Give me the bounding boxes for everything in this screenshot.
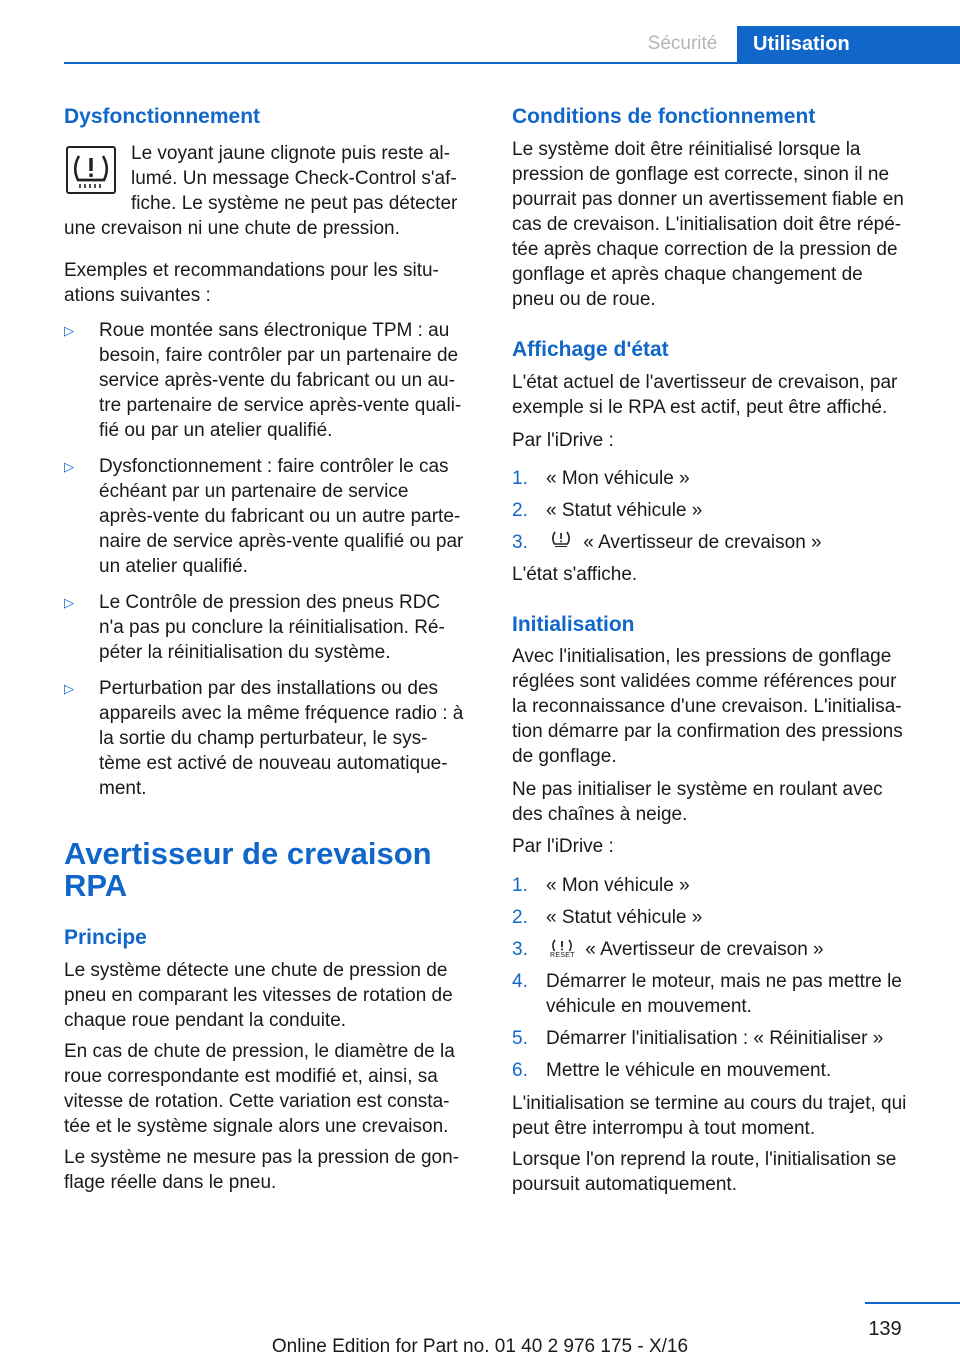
page-header — [0, 26, 960, 62]
triangle-bullet-icon: ▷ — [64, 459, 74, 474]
list-item — [64, 590, 479, 665]
text-line: tion démarre par la confirmation des pressions — [512, 721, 903, 742]
list-item — [64, 318, 479, 443]
step-number: 3. — [512, 532, 528, 553]
text-line: tre partenaire de service après-vente quali- — [99, 395, 462, 416]
conditions-text — [512, 137, 932, 312]
text-line: En cas de chute de pression, le diamètre de la — [64, 1041, 455, 1062]
heading-conditions: Conditions de fonctionnement — [512, 105, 816, 128]
step-number: 6. — [512, 1060, 528, 1081]
text-line: des chaînes à neige. — [512, 804, 688, 825]
text-line: échéant par un partenaire de service — [99, 481, 409, 502]
list-item — [64, 454, 479, 579]
list-item — [512, 905, 932, 930]
list-item — [512, 1058, 932, 1083]
heading-principe: Principe — [64, 926, 147, 949]
text-line: pourrait pas donner un avertissement fiable en — [512, 189, 904, 210]
text-line: ations suivantes : — [64, 285, 211, 306]
triangle-bullet-icon: ▷ — [64, 681, 74, 696]
step-text: « Mon véhicule » — [546, 468, 690, 489]
paragraph — [64, 1039, 479, 1139]
init-end-text — [512, 1091, 932, 1197]
text-line: pneu en comparant les vitesses de rotation de — [64, 985, 453, 1006]
text-line: Ne pas initialiser le système en roulant avec — [512, 779, 883, 800]
step-text: Démarrer le moteur, mais ne pas mettre le — [546, 971, 902, 992]
text-line: la sortie du champ perturbateur, le sys- — [99, 728, 428, 749]
step-text: « Statut véhicule » — [546, 907, 703, 928]
header-rule — [64, 62, 737, 64]
tire-warning-small-icon — [550, 530, 572, 555]
triangle-bullet-icon: ▷ — [64, 595, 74, 610]
paragraph — [512, 1147, 932, 1197]
paragraph — [512, 1091, 932, 1141]
text-line: Le système détecte une chute de pression de — [64, 960, 448, 981]
list-item — [512, 530, 932, 555]
affichage-idrive: Par l'iDrive : — [512, 430, 614, 451]
text-line: pression de gonflage est correcte, sinon il ne — [512, 164, 890, 185]
heading-initialisation: Initialisation — [512, 613, 635, 636]
text-line: péter la réinitialisation du système. — [99, 642, 391, 663]
text-line: la reconnaissance d'une crevaison. L'initialisa- — [512, 696, 902, 717]
affichage-text — [512, 370, 932, 420]
text-line: Lorsque l'on reprend la route, l'initialisation se — [512, 1149, 897, 1170]
text-line: fié ou par un atelier qualifié. — [99, 420, 333, 441]
paragraph — [64, 1145, 479, 1195]
step-text: Mettre le véhicule en mouvement. — [546, 1060, 832, 1081]
text-line: une crevaison ni une chute de pression. — [64, 218, 400, 239]
text-line: Perturbation par des installations ou des — [99, 678, 439, 699]
text-line: chaque roue pendant la conduite. — [64, 1010, 347, 1031]
section-title-line: RPA — [64, 868, 128, 903]
list-item — [512, 873, 932, 898]
list-item — [64, 676, 479, 801]
step-text: véhicule en mouvement. — [546, 996, 752, 1017]
footer-rule — [865, 1302, 960, 1304]
text-line: appareils avec la même fréquence radio : à — [99, 703, 464, 724]
step-number: 4. — [512, 971, 528, 992]
dysf-paragraph — [64, 141, 479, 241]
text-line: roue correspondante est modifié et, ainsi, sa — [64, 1066, 438, 1087]
text-line: Le système ne mesure pas la pression de gon- — [64, 1147, 459, 1168]
text-line: poursuit automatiquement. — [512, 1174, 737, 1195]
step-text: « Avertisseur de crevaison » — [583, 532, 822, 553]
text-line: après-vente du fabricant ou un autre parte- — [99, 506, 461, 527]
step-text: Démarrer l'initialisation : « Réinitialiser » — [546, 1028, 884, 1049]
list-item — [512, 969, 932, 1019]
recommendations-list — [64, 318, 479, 801]
text-line: peut être interrompu à tout moment. — [512, 1118, 816, 1139]
section-title-line: Avertisseur de crevaison — [64, 836, 432, 871]
text-line: cas de crevaison. L'initialisation doit être répé- — [512, 214, 902, 235]
text-line: tée après chaque correction de la pression de — [512, 239, 898, 260]
init-chains-note — [512, 777, 932, 827]
list-item — [512, 1026, 932, 1051]
reset-label: RESET — [550, 951, 575, 959]
text-line: L'état actuel de l'avertisseur de crevaison, par — [512, 372, 898, 393]
list-item — [512, 498, 932, 523]
triangle-bullet-icon: ▷ — [64, 323, 74, 338]
text-line: fiche. Le système ne peut pas détecter — [131, 193, 458, 214]
section-title — [64, 838, 432, 902]
text-line: Le système doit être réinitialisé lorsque la — [512, 139, 861, 160]
text-line: ment. — [99, 778, 147, 799]
text-line: Dysfonctionnement : faire contrôler le cas — [99, 456, 449, 477]
affichage-steps — [512, 466, 932, 555]
init-idrive: Par l'iDrive : — [512, 836, 614, 857]
examples-intro — [64, 258, 479, 308]
text-line: réglées sont validées comme références pour — [512, 671, 897, 692]
step-number: 1. — [512, 875, 528, 896]
edition-footer: Online Edition for Part no. 01 40 2 976 175 - X/16 — [271, 1336, 689, 1357]
list-item — [512, 466, 932, 491]
step-number: 2. — [512, 907, 528, 928]
text-line: Exemples et recommandations pour les situ- — [64, 260, 439, 281]
step-number: 2. — [512, 500, 528, 521]
step-text: « Mon véhicule » — [546, 875, 690, 896]
init-text — [512, 644, 932, 769]
header-tab-utilisation[interactable]: Utilisation — [737, 26, 960, 64]
text-line: Roue montée sans électronique TPM : au — [99, 320, 450, 341]
step-number: 5. — [512, 1028, 528, 1049]
step-number: 1. — [512, 468, 528, 489]
text-line: un atelier qualifié. — [99, 556, 248, 577]
text-line: exemple si le RPA est actif, peut être affiché. — [512, 397, 888, 418]
text-line: Le Contrôle de pression des pneus RDC — [99, 592, 441, 613]
text-line: service après-vente du fabricant ou un au- — [99, 370, 455, 391]
heading-affichage: Affichage d'état — [512, 338, 669, 361]
text-line: lumé. Un message Check-Control s'af- — [131, 168, 457, 189]
heading-dysfonctionnement: Dysfonctionnement — [64, 105, 261, 128]
text-line: tème est activé de nouveau automatique- — [99, 753, 448, 774]
text-line: pneu ou de roue. — [512, 289, 656, 310]
tire-reset-icon — [550, 939, 574, 961]
init-steps — [512, 873, 932, 1083]
text-line: besoin, faire contrôler par un partenaire de — [99, 345, 459, 366]
page-number: 139 — [868, 1318, 902, 1340]
text-line: Le voyant jaune clignote puis reste al- — [131, 143, 450, 164]
text-line: n'a pas pu conclure la réinitialisation. Ré- — [99, 617, 445, 638]
step-text: « Statut véhicule » — [546, 500, 703, 521]
step-number: 3. — [512, 939, 528, 960]
affichage-result: L'état s'affiche. — [512, 564, 638, 585]
text-line: tée et le système signale alors une crevaison. — [64, 1116, 449, 1137]
text-line: naire de service après-vente qualifié ou par — [99, 531, 464, 552]
text-line: gonflage et après chaque changement de — [512, 264, 863, 285]
text-line: vitesse de rotation. Cette variation est consta- — [64, 1091, 450, 1112]
text-line: Avec l'initialisation, les pressions de gonflage — [512, 646, 892, 667]
header-tab-securite[interactable]: Sécurité — [647, 33, 718, 54]
text-line: flage réelle dans le pneu. — [64, 1172, 277, 1193]
text-line: L'initialisation se termine au cours du trajet, qui — [512, 1093, 907, 1114]
step-text: « Avertisseur de crevaison » — [585, 939, 824, 960]
text-line: de gonflage. — [512, 746, 617, 767]
paragraph — [64, 958, 479, 1033]
principe-text — [64, 958, 479, 1195]
list-item — [512, 937, 932, 962]
